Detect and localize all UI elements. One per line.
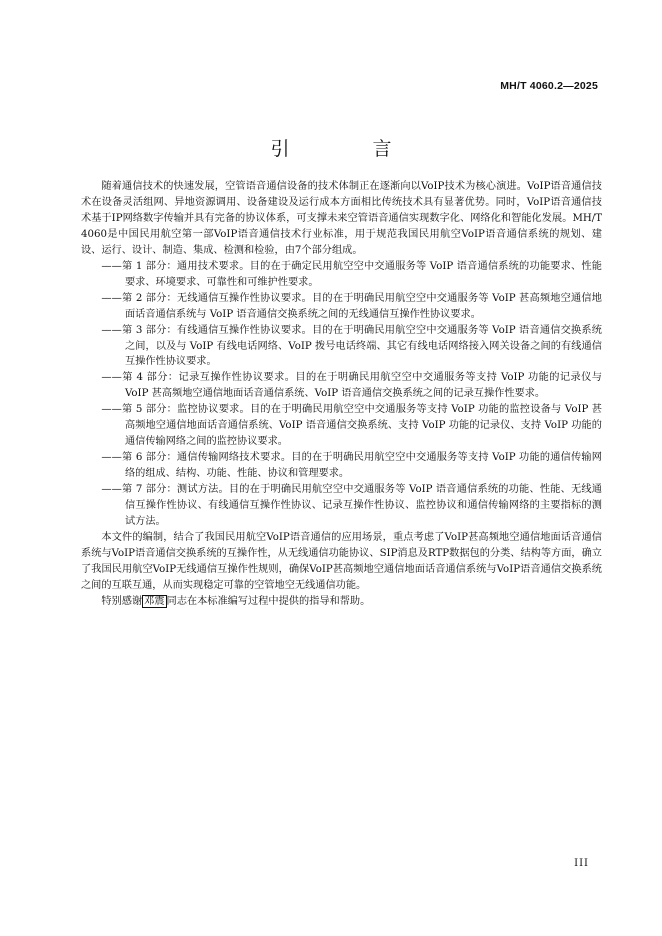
list-item-part-1: ——第 1 部分：通用技术要求。目的在于确定民用航空空中交通服务等 VoIP 语音通信系统的功能要求、性能要求、环境要求、可靠性和可维护性要求。 <box>101 260 602 288</box>
page-title: 引 言 <box>270 138 424 160</box>
paragraph-compilation: 本文件的编制，结合了我国民用航空VoIP语音通信的应用场景，重点考虑了VoIP甚高频地空通信地面话音通信系统与VoIP语音通信交换系统的互操作性，从无线通信功能协议、SIP消息及RTP数据包的分类、结构等方面，确立了我国民用航空VoIP无线通信互操作性规则，确保VoIP甚高频地空通信地面话音通信系统与VoIP语音通信交换系统之间的互联互通，从而实现稳定可靠的空管地空无线通信功能。 <box>81 531 602 591</box>
paragraph-background: 随着通信技术的快速发展，空管语音通信设备的技术体制正在逐渐向以VoIP技术为核心演进。VoIP语音通信技术在设备灵活组网、异地资源调用、设备建设及运行成本方面相比传统技术具有显著优势。同时，VoIP语音通信技术基于IP网络数字传输并具有完备的协议体系，可支撑未来空管语音通信实现数字化、网络化和智能化发展。MH/T 4060是中国民用航空第一部VoIP语音通信技术行业标准，用于规范我国民用航空VoIP语音通信系统的规划、建设、运行、设计、制造、集成、检测和检验，由7个部分组成。 <box>81 181 602 256</box>
list-item-part-4: ——第 4 部分：记录互操作性协议要求。目的在于明确民用航空空中交通服务等支持 VoIP 功能的记录仪与 VoIP 甚高频地空通信地面话音通信系统、VoIP 语音通信交换系统之间的记录互操作性要求。 <box>101 372 602 400</box>
list-item-part-6: ——第 6 部分：通信传输网络技术要求。目的在于明确民用航空空中交通服务等支持 VoIP 功能的通信传输网络的组成、结构、功能、性能、协议和管理要求。 <box>101 452 602 480</box>
thanks-name-boxed: 邓震 <box>144 595 165 607</box>
paragraph-acknowledgement <box>81 594 602 610</box>
header-document-code: MH/T 4060.2—2025 <box>500 80 598 92</box>
introduction-body <box>81 179 602 610</box>
page-number: III <box>574 858 589 869</box>
list-item-part-7: ——第 7 部分：测试方法。目的在于明确民用航空空中交通服务等 VoIP 语音通信系统的功能、性能、无线通信互操作性协议、有线通信互操作性协议、记录互操作性协议、监控协议和通信传输网络的主要指标的测试方法。 <box>101 484 602 528</box>
list-item-part-5: ——第 5 部分：监控协议要求。目的在于明确民用航空空中交通服务等支持 VoIP 功能的监控设备与 VoIP 甚高频地空通信地面话音通信系统、VoIP 语音通信交换系统、支持 VoIP 功能的记录仪、支持 VoIP 功能的通信传输网络之间的监控协议要求。 <box>101 404 602 448</box>
list-item-part-2: ——第 2 部分：无线通信互操作性协议要求。目的在于明确民用航空空中交通服务等 VoIP 甚高频地空通信地面话音通信系统与 VoIP 语音通信交换系统之间的无线通信互操作性协议要求。 <box>101 292 602 320</box>
thanks-suffix: 同志在本标准编写过程中提供的指导和帮助。 <box>166 595 371 607</box>
list-item-part-3: ——第 3 部分：有线通信互操作性协议要求。目的在于明确民用航空空中交通服务等 VoIP 语音通信交换系统之间，以及与 VoIP 有线电话网络、VoIP 拨号电话终端、其它有线电话网络接入网关设备之间的有线通信互操作性协议要求。 <box>101 324 602 368</box>
thanks-prefix: 特别感谢 <box>101 595 143 607</box>
